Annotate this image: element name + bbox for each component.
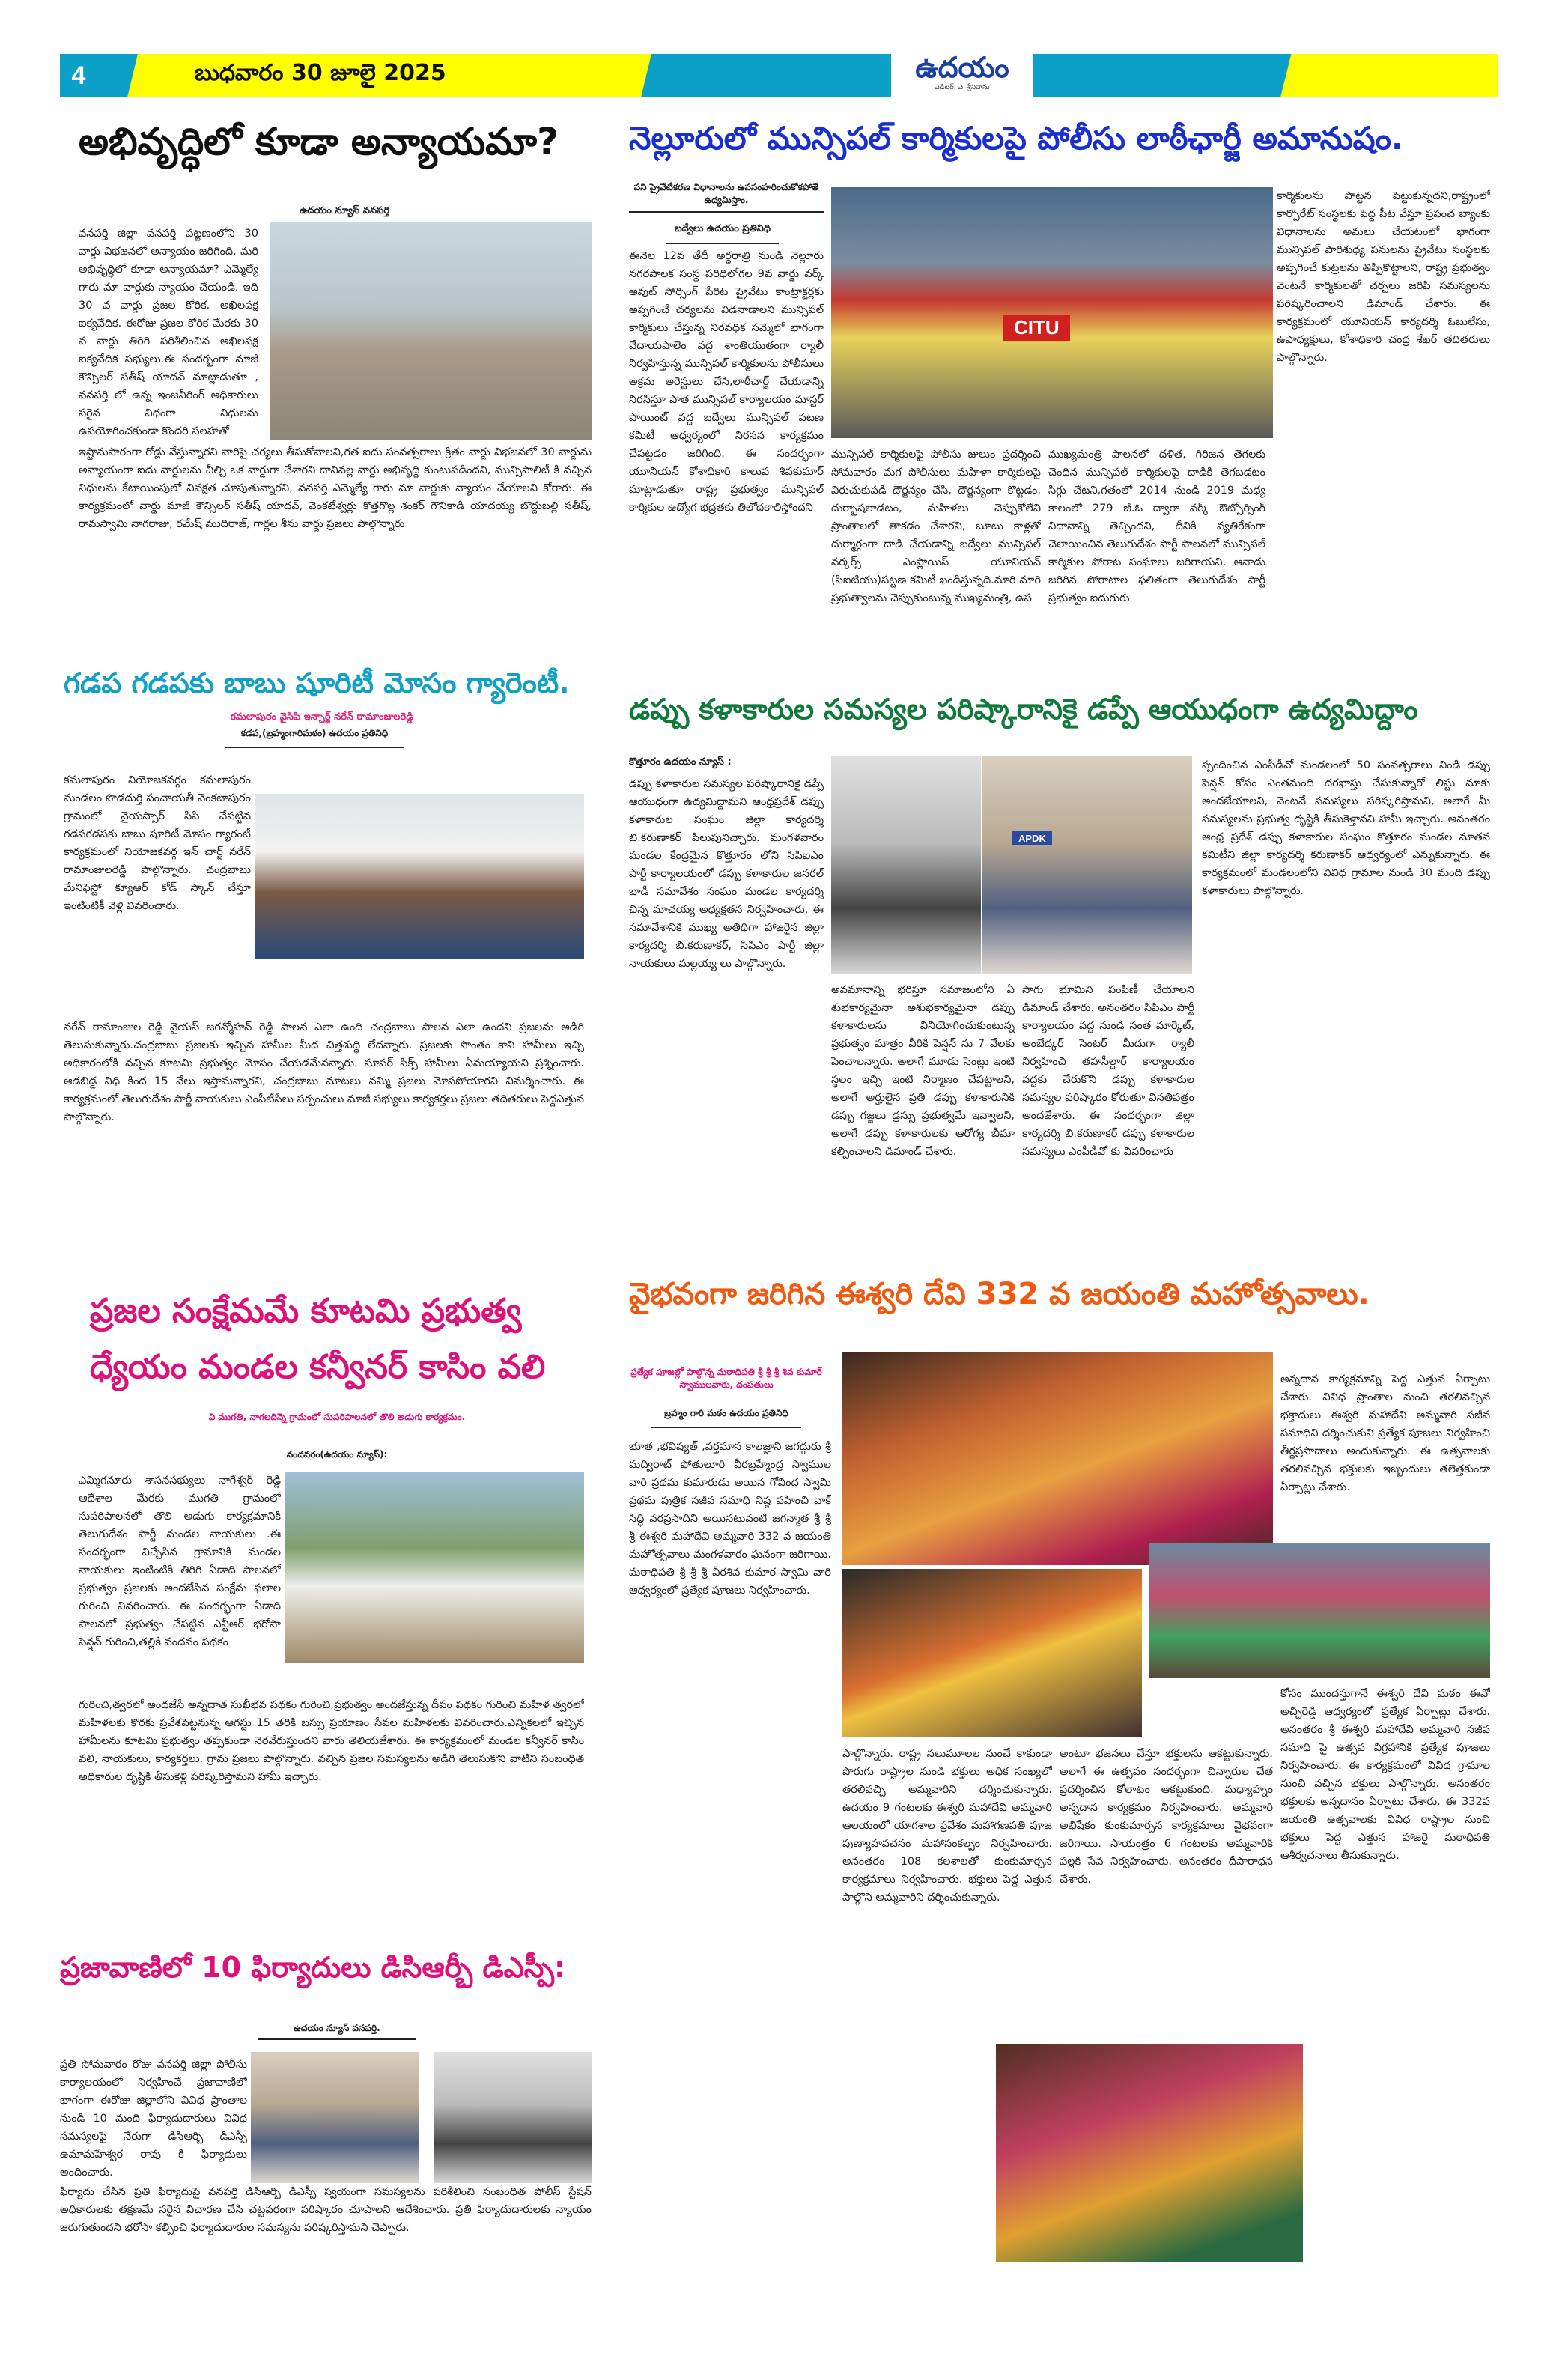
photo-ward-road <box>270 222 592 440</box>
byline-dappu: కొత్తూరం ఉదయం న్యూస్ : <box>629 756 732 768</box>
photo-gadapa-campaign <box>255 794 584 959</box>
byline-wanaparthy: ఉదయం న్యూస్ వనపర్తి <box>292 205 397 226</box>
photo-dappu-drummers <box>831 756 981 974</box>
article-eshwari-col1: భూత ,భవిష్యత్ ,వర్తమాన కాలజ్ఞాని జగద్గురు శ్రీ మద్విరాట్ పోతులూరి వీరబ్రహ్మేంద్ర స్వాముల వారి ప్రథమ కుమారుడు అయిన గోవింద స్వామి ప్రథమ పుత్రిక సజీవ సమాధి నిష్ఠ వహించి వాక్ సిద్ధి వరప్రసాదిని అయినటువంటి జగన్మాత శ్రీ శ్రీ శ్రీ ఈశ్వరి మహాదేవి అమ్మవారి 332 వ జయంతి మహోత్సవాలు మంగళవారం ఘనంగా జరిగాయి. మఠాధిపతి శ్రీ శ్రీ శ్రీ వీరశివ కుమార స్వామి వారి ఆధ్వర్యంలో ప్రత్యేక పూజలు నిర్వహించారు. <box>629 1441 831 1597</box>
article-nellore-col2: మున్సిపల్ కార్మికులపై పోలీసు జులుం ప్రదర్శించి సోమవారం మగ పోలీసులు మహిళా కార్మికులపై విరుచుకుపడి దౌర్జన్యం చేసి, దౌర్జన్యంగా కొట్టడం, దుర్భాషలాడటం, మహిళలు చెప్పుకోలేని ప్రాంతాలలో తాకడం చేశారని, బూటు కాళ్లతో దుర్మార్గంగా దాడి చేయడాన్ని బద్వేలు మున్సిపల్ వర్కర్స్ ఎంప్లాయిస్ యూనియన్ (సిఐటియు)పట్టణ కమిటీ ఖండిస్తున్నది.మారి మారి ప్రభుత్వాలను చెప్పుకుంటున్న ముఖ్యమంత్రి, ఉప <box>831 449 1041 604</box>
subhead-gadapa: కమలాపురం వైసిపి ఇన్చార్జ్ నరేన్ రామాంజులరెడ్డి <box>231 711 413 723</box>
article-wanaparthy-col2: ఇష్టానుసారంగా రోడ్లు వేస్తున్నారని వారిపై చర్యలు తీసుకోవాలని,గత ఐదు సంవత్సరాలు క్రితం వార్డు విభజనలో 30 వార్డును అన్యాయంగా ఐదు వార్డులను చీల్చి ఒక వార్డుగా చేశారని దానివల్ల వార్డు అభివృద్ధి కుంటుపడిందని, మున్సిపాలిటీ కి వచ్చిన నిధులను కేటాయింపులో వివక్షత చూపుతున్నారని, వనపర్తి ఎమ్మెల్యే గారు మా వార్డుకు న్యాయం చేయాలని కోరారు. ఈ కార్యక్రమంలో వార్డు మాజీ కౌన్సిలర్ సతీష్ యాదవ్, వెంకటేశ్వర్లు కొత్తగొల్ల శంకర్ గౌనికాడి యాదయ్య బొద్దుబల్లి సతీష్, రామస్వామి నాగరాజు, రమేష్ ముదిరాజ్, గార్లల శీను వార్డు ప్రజలు పాల్గొన్నారు <box>79 446 592 530</box>
article-prajavani-col2: ఫిర్యాదు చేసిన ప్రతి ఫిర్యాదుపై వనపర్తి డిసిఆర్బి డిఎస్పీ స్వయంగా సమస్యలను పరిశీలించి సంబంధిత పోలీస్ స్టేషన్ అధికారులకు తక్షణమే సరైన విచారణ చేసి చట్టపరంగా పరిష్కారం చూపాలని ఆదేశించారు. ప్రతి ఫిర్యాదుదారులకు న్యాయం జరుగుతుందని భరోసా కల్పించి ఫిర్యాదుదారుల సమస్యను పరిష్కరిస్తామని చెప్పారు. <box>60 2186 592 2234</box>
photo-eshwari-procession <box>1149 1543 1490 1678</box>
photo-citu-protest <box>831 187 1273 438</box>
article-dappu-col2: అవమానాన్ని భరిస్తూ సమాజంలోని ఏ శుభకార్యమైనా అశుభకార్యమైనా డప్పు కళాకారులను వినియోగించుకుంటున్న ప్రభుత్వం మాత్రం వీరికి పెన్షన్ ను 7 వేలకు పెంచాలన్నారు. అలాగే మూడు సెంట్లు ఇంటి స్థలం ఇచ్చి ఇంటి నిర్మాణం చేపట్టాలని, అలాగే అర్హులైన ప్రతి డప్పు కళాకారునికి డప్పు గజ్జలు డ్రస్సు ప్రభుత్వమే ఇవ్వాలని, అలాగే డప్పు కళాకారులకు ఆరోగ్య బీమా కల్పించాలని డిమాండ్ చేశారు. <box>831 984 1015 1158</box>
article-kootami-col2: గురించి,త్వరలో అందజేసే అన్నదాత సుఖీభవ పథకం గురించి,ప్రభుత్వం అందజేస్తున్న దీపం పథకం గురించి మహిళ త్వరలో మహిళలకు కొరకు ప్రవేశపెట్టనున్న ఆగస్టు 15 తరికి బస్సు ప్రయాణం సేవల మహిళలకు వివరించారు.ఎన్నికలలో ఇచ్చిన హామీలను కూటమి ప్రభుత్వం తప్పకుండా నెరవేరుస్తుందని వారు తెలియజేశారు. ఈ కార్యక్రమంలో మండల కన్వీనర్ కాసిం వలి, నాయకులు, కార్యకర్తలు, గ్రామ ప్రజలు పాల్గొన్నారు. వచ్చిన ప్రజల సమస్యలను అడిగి తెలుసుకొని వాటిని సంబంధిత అధికారుల దృష్టికి తీసుకెళ్లి పరిష్కరిస్తామని హామీ ఇచ్చారు. <box>79 1699 584 1783</box>
newspaper-logo <box>891 51 1033 97</box>
article-wanaparthy-col1: వనపర్తి జిల్లా వనపర్తి పట్టణంలోని 30 వార్డు విభజనలో అన్యాయం జరిగింది. మరి అభివృద్ధిలో కూడా అన్యాయమా? ఎమ్మెల్యే గారు మా వార్డుకు న్యాయం చేయండి. ఇది 30 వ వార్డు ప్రజల కోరిక. అఖిలపక్ష ఐక్యవేదిక. ఈరోజు ప్రజల కోరిక మేరకు 30 వ వార్డు తిరిగి పరిశీలించిన అఖిలపక్ష ఐక్యవేదిక సభ్యులు.ఈ సందర్భంగా మాజీ కౌన్సిలర్ సతీష్ యాదవ్ మాట్లాడుతూ , వనపర్తి లో ఉన్న ఇంజనీరింగ్ అధికారులు సరైన విధంగా నిధులను ఉపయోగించకుండా కొందరి సలహాతో <box>79 228 258 437</box>
photo-eshwari-offerings <box>996 2044 1303 2262</box>
article-prajavani-col1: ప్రతి సోమవారం రోజు వనపర్తి జిల్లా పోలీసు కార్యాలయంలో నిర్వహించే ప్రజావాణిలో భాగంగా ఈరోజు జిల్లాలోని వివిధ ప్రాంతాల నుండి 10 మంది ఫిర్యాదుదారులు వివిధ సమస్యలపై నేరుగా డిసిఆర్బి డిఎస్పీ ఉమామహేశ్వర రావు కి ఫిర్యాదులు అందించారు. <box>60 2059 247 2179</box>
headline-nellore: నెల్లూరులో మున్సిపల్ కార్మికులపై పోలీసు లాఠీఛార్జీ అమానుషం. <box>629 120 1403 157</box>
page-number: 4 <box>71 61 86 90</box>
subhead-eshwari: ప్రత్యేక పూజల్లో పాల్గొన్న మఠాధిపతి శ్రీ శ్రీ శ్రీ శివ కుమార్ స్వాములవారు, దంపతులు <box>630 1367 822 1390</box>
headline-kootami-line2: ధ్యేయం మండల కన్వీనర్ కాసిం వలి <box>90 1348 546 1386</box>
article-dappu-col3: సాగు భూమిని పంపిణీ చేయాలని డిమాండ్ చేశారు. అనంతరం సిపిఎం పార్టీ కార్యాలయం వద్ద నుండి సంత మార్కెట్, అంబేద్కర్ సెంటర్ మీదుగా ర్యాలీ నిర్వహించి తహసీల్దార్ కార్యాలయం వద్దకు చేరుకొని డప్పు కళాకారుల సమస్యల పరిష్కారం కోరుతూ వినతిపత్రం అందజేశారు. ఈ సందర్భంగా జిల్లా కార్యదర్శి బి.కరుణాకర్ డప్పు కళాకారుల సమస్యలు ఎంపీడీవో కు వివరించారు <box>1022 984 1194 1158</box>
article-nellore-col1: ఈనెల 12వ తేదీ అర్ధరాత్రి నుండి నెల్లూరు నగరపాలక సంస్థ పరిధిలోగల 9వ వార్డు వర్క్ అవుట్ సోర్సింగ్ పేరిట ప్రైవేటు కాంట్రాక్టర్లకు అప్పగించే చర్యలను విడనాడాలని మున్సిపల్ కార్మికులు చేస్తున్న నిరవధిక సమ్మెలో భాగంగా వేదాయపాలెం వద్ద శాంతియుతంగా ర్యాలీ నిర్వహిస్తున్న మున్సిపల్ కార్మికులను పోలీసులు అక్రమ అరెస్టులు చేసి,లాఠీచార్జ్ చేయడాన్ని నిరసిస్తూ పాత మున్సిపల్ కార్యాలయం మాస్టర్ పాయింట్ వద్ద బద్వేలు మున్సిపల్ పటణ కమిటీ ఆధ్వర్యంలో నిరసన కార్యక్రమం చేపట్టడం జరిగింది. ఈ సందర్భంగా యూనియన్ కోశాధికారి కాలువ శివకుమార్ మాట్లాడుతూ రాష్ట్ర ప్రభుత్వం మున్సిపల్ కార్మికుల ఉద్యోగ భద్రతకు తిలోదకాలిస్తోందని <box>629 250 824 514</box>
article-dappu-col4: స్పందించిన ఎంపీడీవో మండలంలో 50 సంవత్సరాలు నిండి డప్పు పెన్షన్ కోసం ఎంతమంది దరఖాస్తు చేసుకున్నారో లిస్టు మాకు అందజేయాలని, వెంటనే సమస్యలు పరిష్కరిస్తామని, అలాగే మీ సమస్యలను ప్రభుత్వ దృష్టికి తీసుకెళ్తానని హామీ ఇచ్చారు. అనంతరం ఆంధ్ర ప్రదేశ్ డప్పు కళాకారుల సంఘం కొత్తూరం మండల నూతన కమిటీని జిల్లా కార్యదర్శి కరుణాకర్ ఆధ్వర్యంలో ఎన్నుకున్నారు. ఈ కార్యక్రమంలో మండలంలోని వివిధ గ్రామాల నుండి 30 మంది డప్పు కళాకారులు పాల్గొన్నారు. <box>1202 759 1490 897</box>
byline-prajavani: ఉదయం న్యూస్ వనపర్తి. <box>258 2022 416 2040</box>
article-gadapa-col2: నరేన్ రామాంజుల రెడ్డి వైయస్ జగన్మోహన్ రెడ్డి పాలన ఎలా ఉంది చంద్రబాబు పాలన ఎలా ఉందని ప్రజలను అడిగి తెలుసుకున్నారు.చంద్రబాబు ప్రజలకు ఇచ్చిన హామీల మీద చిత్తశుద్ధి లేదన్నారు. ప్రజలకు సొంతం కాని హామీలు ఇచ్చి అధికారంలోకి వచ్చిన కూటమి ప్రభుత్వం మోసం చేయడమేనన్నారు. సూపర్ సిక్స్ హామీలు ఏమయ్యాయని ప్రశ్నించారు. ఆడబిడ్డ నిధి కింద 15 వేలు ఇస్తామన్నారని, చంద్రబాబు మాటలు నమ్మి ప్రజలు మోసపోయారని విమర్శించారు. ఈ కార్యక్రమంలో తెలుగుదేశం పార్టీ నాయకులు ఎంపీటీసీలు సర్పంచులు మాజీ సభ్యులు కార్యకర్తలు ప్రజలు తదితరులు పెద్దఎత్తున పాల్గొన్నారు. <box>64 1021 584 1123</box>
subhead-nellore: పని ప్రైవేటీకరణ విధానాలను ఉపసంహరించుకోకపోతే ఉద్యమిస్తాం. <box>629 182 824 213</box>
article-dappu-col1: డప్పు కళాకారుల సమస్యల పరిష్కారానికై డప్పే ఆయుధంగా ఉద్యమిద్దామని ఆంధ్రప్రదేశ్ డప్పు కళాకారుల సంఘం జిల్లా కార్యదర్శి బి.కరుణాకర్ పిలుపునిచ్చారు. మంగళవారం మండల కేంద్రమైన కొత్తూరం లోని సిపిఐఎం పార్టీ కార్యాలయంలో డప్పు కళాకారుల జనరల్ బాడీ సమావేశం సంఘం మండల కార్యదర్శి చిన్న మాచయ్య అధ్యక్షతన నిర్వహించారు. ఈ సమావేశానికి ముఖ్య అతిథిగా హాజరైన జిల్లా కార్యదర్శి బి.కరుణాకర్, సిపిఎం పార్టీ జిల్లా నాయకులు మల్లయ్య లు పాల్గొన్నారు. <box>629 778 824 970</box>
photo-prajavani-dsp <box>434 2052 592 2183</box>
article-kootami-col1: ఎమ్మిగనూరు శాసనసభ్యులు నాగేశ్వర్ రెడ్డి ఆదేశాల మేరకు ముగతి గ్రామంలో సుపరిపాలనలో తొలి అడుగు కార్యక్రమానికి తెలుగుదేశం పార్టీ మండల నాయకులు .ఈ సందర్భంగా విచ్చేసిన గ్రామానికి మండల నాయకులు ఇంటింటికి తిరిగి ఏడాది పాలనలో ప్రభుత్వం ప్రజలకు అందజేసిన సంక్షేమ ఫలాల గురించి వివరించారు. ఈ సందర్భంగా ఏడాది పాలనలో ప్రభుత్వం చేపట్టిన ఎన్టీఆర్ భరోసా పెన్షన్ గురించి,తల్లికి వందనం పథకం <box>79 1475 281 1648</box>
byline-nellore: బద్వేలు ఉదయం ప్రతినిధి <box>666 223 779 244</box>
byline-eshwari: బ్రహ్మం గారి మఠం ఉదయం ప్రతినిధి <box>651 1408 801 1428</box>
logo-text: ఉదయం <box>915 51 1009 84</box>
headline-kootami-line1: ప్రజల సంక్షేమమే కూటమి ప్రభుత్వ <box>90 1292 522 1330</box>
article-eshwari-col4-bottom: కోసం ముందస్తుగానే ఈశ్వరి దేవి మఠం ఈవో అచ్చిరెడ్డి ఆధ్వర్యంలో ప్రత్యేక ఏర్పాట్లు చేశారు. అనంతరం శ్రీ ఈశ్వరి మహాదేవి అమ్మవారి సజీవ సమాధి పై ఉత్సవ విగ్రహానికి ప్రత్యేక పూజలు నిర్వహించారు. ఈ కార్యక్రమంలో వివిధ గ్రామాల నుంచి వచ్చిన భక్తులు పాల్గొన్నారు. అనంతరం భక్తులకు అన్నదానం ఏర్పాటు చేశారు. ఈ 332వ జయంతి ఉత్సవాలకు వివిధ రాష్ట్రాల నుంచి భక్తులు పెద్ద ఎత్తున హాజరై మఠాధిపతి ఆశీర్వచనాలు తీసుకున్నారు. <box>1280 1688 1490 1862</box>
subhead-kootami: వి ముగతి, నాగలదిన్నె గ్రామంలో సుపరిపాలనలో తొలి అడుగు కార్యక్రమం. <box>208 1412 466 1422</box>
article-eshwari-col2: పాల్గొన్నారు. రాష్ట్ర నలుమూలల నుంచే కాకుండా పొరుగు రాష్ట్రాల నుండి భక్తులు అధిక సంఖ్యలో తరలివచ్చి అమ్మవారిని దర్శించుకున్నారు. ఉదయం 9 గంటలకు ఈశ్వరి మహాదేవి అమ్మవారి ఆలయంలో యాగశాల ప్రవేశం మహాగణపతి పూజ పుణ్యాహవచనం మహాసంకల్పం నిర్వహించారు. అనంతరం 108 కలశాలతో కుంకుమార్చన కార్యక్రమాలు నిర్వహించారు. భక్తులు పెద్ద ఎత్తున పాల్గొని అమ్మవారిని దర్శించుకున్నారు. <box>842 1748 1052 1904</box>
headline-gadapa: గడప గడపకు బాబు షూరిటీ మోసం గ్యారెంటీ. <box>64 667 570 699</box>
headline-wanaparthy: అభివృద్ధిలో కూడా అన్యాయమా? <box>79 120 559 163</box>
article-eshwari-col3: అంటూ భజనలు చేస్తూ భక్తులను ఆకట్టుకున్నారు. అలాగే ఈ ఉత్సవం సందర్భంగా చిన్నారుల చేత ప్రదర్శించిన కోలాటం ఆకట్టుకుంది. మధ్యాహ్నం అన్నదాన కార్యక్రమం నిర్వహించారు. అమ్మవారి అభిషేకం కుంకుమార్చన కార్యక్రమాలు వైభవంగా జరిగాయి. సాయంత్రం 6 గంటలకు అమ్మవారికి పల్లకి సేవ నిర్వహించారు. అనంతరం దీపారాధన చేశారు. <box>1060 1748 1273 1886</box>
right-panel <box>1280 54 1498 97</box>
headline-eshwari: వైభవంగా జరిగిన ఈశ్వరి దేవి 332 వ జయంతి మహోత్సవాలు. <box>629 1277 1370 1311</box>
article-nellore-col4: కార్మికులను పొట్టన పెట్టుకున్నదని,రాష్ట్రంలో కార్పొరేట్ సంస్థలకు పెద్ద పీట వేస్తూ ప్రపంచ బ్యాంకు విధానాలను అమలు చేయటంలో భాగంగా మున్సిపల్ పారిశుధ్య పనులను ప్రైవేటు సంస్థలకు అప్పగించే కుట్రలను తిప్పికొట్టాలని, రాష్ట్ర ప్రభుత్వం వెంటనే కార్మికులతో చర్చలు జరిపి సమస్యలను పరిష్కరించాలని డిమాండ్ చేశారు. ఈ కార్యక్రమంలో యూనియన్ కార్యదర్శి ఓబులేసు, ఉపాధ్యక్షులు, కోశాధికారి చంద్ర శేఖర్ తదితరులు పాల్గొన్నారు. <box>1277 190 1490 364</box>
apdk-banner: APDK <box>1012 831 1052 845</box>
citu-banner: CITU <box>1003 315 1070 341</box>
headline-prajavani: ప్రజావాణిలో 10 ఫిర్యాదులు డిసిఆర్బీ డిఎస్పీ: <box>60 1951 566 1984</box>
article-nellore-col3: ముఖ్యమంత్రి పాలనలో దళిత, గిరిజన తెగలకు చెందిన మున్సిపల్ కార్మికులపై దాడికి తెగబడటం సిగ్గు చేటని,గతంలో 2014 నుండి 2019 మధ్య కాలంలో 279 జీ.ఓ ద్వారా వర్క్ ఔట్సోర్సింగ్ విధానాన్ని తెచ్చిందని, దీనికి వ్యతిరేకంగా చెలాయించిన తెలుగుదేశం పార్టీ పాలనలో మున్సిపల్ కార్మికుల పోరాట సంఘాలు జరిగాయని, ఆనాడు జరిగిన పోరాటాల ఫలితంగా తెలుగుదేశం పార్టీ ప్రభుత్వం ఐదుగురు <box>1048 449 1265 604</box>
photo-eshwari-devotees <box>842 1352 1273 1565</box>
byline-kootami: నందవరం(ఉదయం న్యూస్): <box>286 1449 388 1460</box>
article-eshwari-col4-top: అన్నదాన కార్యక్రమాన్ని పెద్ద ఎత్తున ఏర్పాటు చేశారు. వివిధ ప్రాంతాల నుంచి తరలివచ్చిన భక్తాదులు ఈశ్వరి మహాదేవి అమ్మవారి సజీవ సమాధిని దర్శించుకుని ప్రత్యేక పూజలు నిర్వహించి తీర్థప్రసాదాలు అందుకున్నారు. ఈ ఉత్సవాలకు తరలివచ్చిన భక్తులకు ఇబ్బందులు తలెత్తకుండా ఏర్పాట్లు చేశారు. <box>1280 1373 1490 1493</box>
masthead-band <box>60 51 1498 97</box>
photo-dappu-rally <box>982 756 1192 974</box>
photo-eshwari-homam <box>842 1569 1142 1737</box>
logo-tagline: ఎడిటర్: ఎ. శ్రీనివాసు <box>935 84 990 91</box>
photo-prajavani-complainants <box>251 2052 419 2183</box>
photo-kootami-village <box>285 1472 584 1663</box>
article-gadapa-col1: కమలాపురం నియోజకవర్గం కమలాపురం మండలం పొడదుర్తి పంచాయతీ వెంకటాపురం గ్రామంలో వైయస్సార్ సిపి చేపట్టిన గడపగడపకు బాబు షూరిటీ మోసం గ్యారంటీ కార్యక్రమంలో నియోజకవర్గ ఇన్ చార్జ్ నరేన్ రామాంజులరెడ్డి పాల్గొన్నారు. చంద్రబాబు మేనిఫెస్టో క్యూఆర్ కోడ్ స్కాన్ చేస్తూ ఇంటింటికీ వెళ్లి వివరించారు. <box>64 774 251 912</box>
headline-dappu: డప్పు కళాకారుల సమస్యల పరిష్కారానికై డప్పే ఆయుధంగా ఉద్యమిద్దాం <box>629 693 1418 726</box>
byline-gadapa: కడప,(బ్రహ్మంగారిమఠం) ఉదయం ప్రతినిధి <box>225 728 404 748</box>
publication-date: బుధవారం 30 జూలై 2025 <box>195 60 446 86</box>
